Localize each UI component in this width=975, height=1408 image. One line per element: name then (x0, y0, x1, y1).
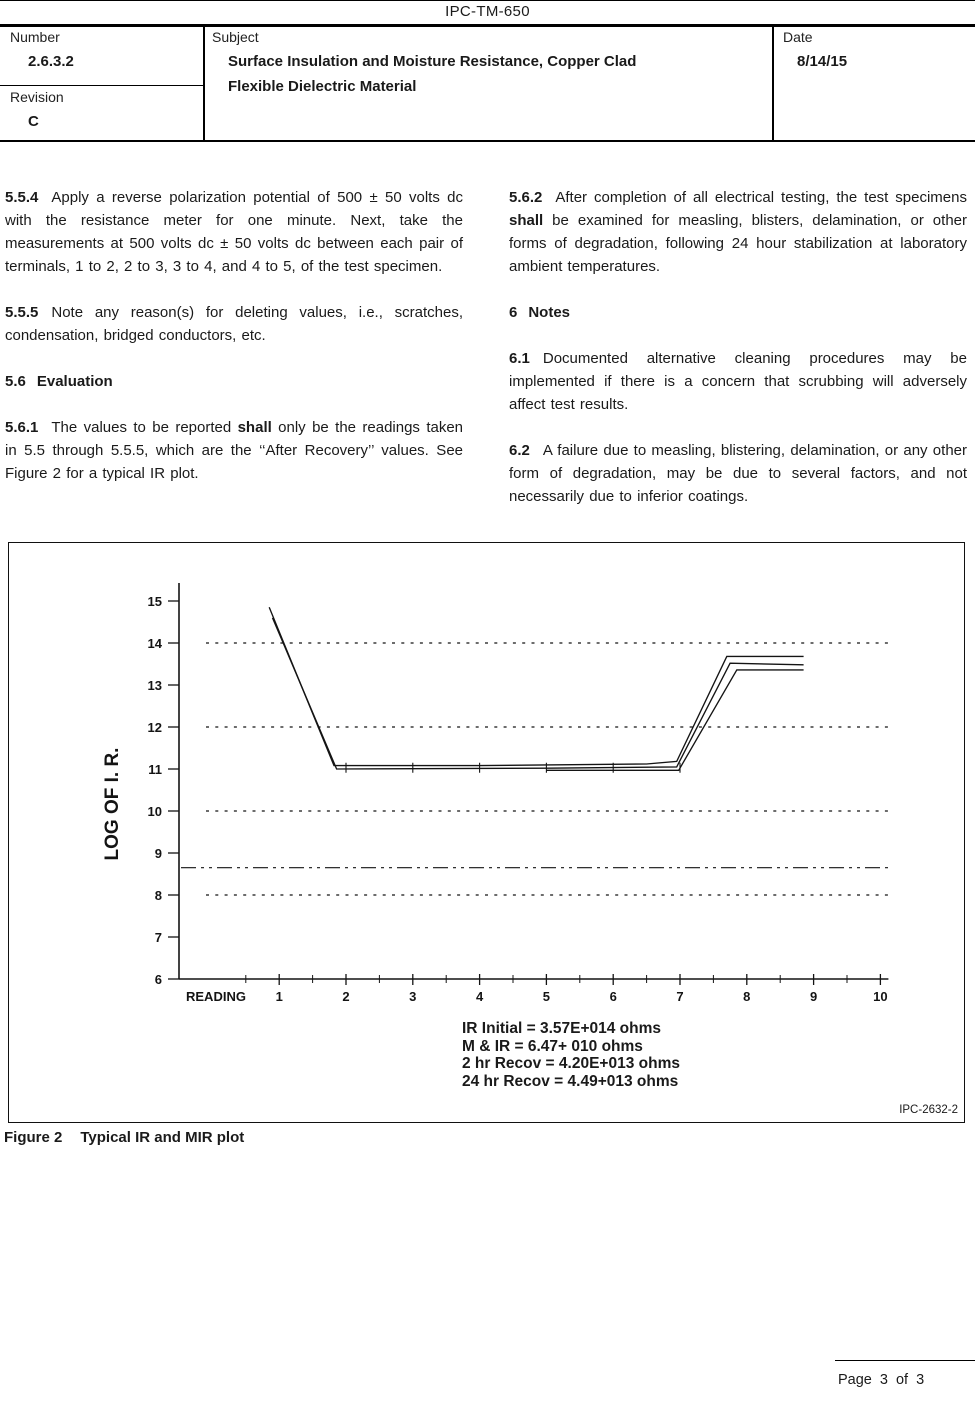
y-tick-label: 9 (154, 846, 162, 861)
y-tick-label: 13 (147, 678, 162, 693)
paragraph-5-5-5 (5, 301, 463, 347)
x-tick-label: 6 (609, 989, 617, 1004)
y-tick-label: 6 (154, 972, 162, 987)
revision-label: Revision (10, 89, 64, 105)
paragraph-5-5-4 (5, 186, 463, 278)
date-value: 8/14/15 (797, 53, 848, 70)
subject-label: Subject (212, 29, 259, 45)
y-tick-label: 15 (147, 594, 162, 609)
x-tick-label: 10 (873, 989, 888, 1004)
section-number: 5.5.4 (5, 189, 39, 206)
row-divider (0, 85, 203, 86)
section-number: 5.5.5 (5, 304, 39, 321)
paragraph-5-6-2: 5.6.2 After completion of all electrical testing, the test specimens shall be examined for measling, blisters, delamination, or other forms of degradation, following 24 hour stabilization at laboratory ambient temperatures. (509, 189, 967, 275)
footer-divider (835, 1360, 975, 1361)
figure-caption-label: Figure 2 (4, 1129, 63, 1146)
page-number: Page 3 of 3 (838, 1372, 925, 1388)
column-divider (772, 24, 774, 140)
paragraph-text: The values to be reported (51, 419, 238, 436)
number-label: Number (10, 29, 60, 45)
body-text (5, 186, 968, 531)
paragraph-text: Apply a reverse polarization potential of 500 ± 50 volts dc with the resistance meter for one minute. Next, take the measurements at 500 volts dc ± 50 volts dc between each pair of terminals, 1 to 2, 2 to 3, 3 to 4, and 4 to 5, of the test specimen. (5, 189, 463, 275)
x-tick-label: 2 (342, 989, 350, 1004)
section-number: 5.6.2 (509, 189, 543, 206)
x-tick-label: 7 (676, 989, 684, 1004)
paragraph-text: After completion of all electrical testing, the test specimens (555, 189, 967, 206)
annotation-24hr-recov: 24 hr Recov = 4.49+013 ohms (462, 1072, 679, 1090)
paragraph-text: Documented alternative cleaning procedures may be implemented if there is a concern that scrubbing will adversely affect test results. (509, 350, 967, 413)
series-curve-3 (546, 670, 803, 770)
y-tick-label: 7 (154, 930, 162, 945)
paragraph-text: Note any reason(s) for deleting values, i.e., scratches, condensation, bridged conductors, etc. (5, 304, 463, 344)
x-axis-title: READING (186, 989, 246, 1004)
x-tick-label: 4 (475, 989, 484, 1004)
section-number: 5.6.1 (5, 419, 39, 436)
subject-line-2: Flexible Dielectric Material (228, 78, 417, 95)
paragraph-6-1 (509, 347, 967, 416)
figure-2 (8, 542, 965, 1123)
annotation-ir-initial: IR Initial = 3.57E+014 ohms (462, 1020, 662, 1037)
section-number: 6.2 (509, 442, 530, 459)
header-table (0, 24, 975, 142)
section-heading-6 (509, 301, 967, 324)
left-column (5, 186, 463, 531)
paragraph-text: A failure due to measling, blistering, delamination, or any other form of degradation, may be due to several factors, and not necessarily due to inferior coatings. (509, 442, 967, 505)
section-number: 5.6 (5, 373, 26, 390)
y-tick-label: 11 (148, 762, 162, 777)
heading-text: Evaluation (36, 373, 113, 390)
number-value: 2.6.3.2 (28, 53, 74, 70)
figure-caption (4, 1129, 244, 1146)
y-tick-label: 10 (147, 804, 162, 819)
document-title: IPC-TM-650 (0, 0, 975, 27)
paragraph-5-6-1: 5.6.1 The values to be reported shall only be the readings taken in 5.5 through 5.5.5, which are the ‘‘After Recovery’’ values. See Figure 2 for a typical IR plot. (5, 419, 464, 482)
section-heading-5-6 (5, 370, 463, 393)
revision-value: C (28, 113, 39, 130)
chart-annotations (462, 1020, 680, 1090)
column-divider (203, 24, 205, 140)
annotation-2hr-recov: 2 hr Recov = 4.20E+013 ohms (462, 1055, 680, 1072)
heading-text: Notes (528, 304, 571, 321)
x-tick-label: 1 (275, 989, 283, 1004)
x-tick-label: 5 (542, 989, 551, 1004)
y-tick-label: 8 (154, 888, 162, 903)
subject-line-1: Surface Insulation and Moisture Resistance, Copper Clad (228, 53, 637, 70)
section-number: 6 (509, 304, 518, 321)
y-axis-title: LOG OF I. R. (102, 747, 123, 861)
x-tick-label: 9 (809, 989, 818, 1004)
series-curve-1 (269, 607, 803, 765)
section-number: 6.1 (509, 350, 530, 367)
date-label: Date (783, 29, 813, 45)
annotation-m-and-ir: M & IR = 6.47+ 010 ohms (462, 1037, 643, 1055)
figure-caption-text: Typical IR and MIR plot (80, 1129, 245, 1146)
y-tick-label: 14 (147, 636, 162, 651)
paragraph-6-2 (509, 439, 967, 508)
figure-credit: IPC-2632-2 (899, 1104, 958, 1116)
right-column (509, 186, 967, 531)
x-tick-label: 8 (743, 989, 751, 1004)
x-tick-label: 3 (409, 989, 417, 1004)
y-tick-label: 12 (147, 720, 162, 735)
